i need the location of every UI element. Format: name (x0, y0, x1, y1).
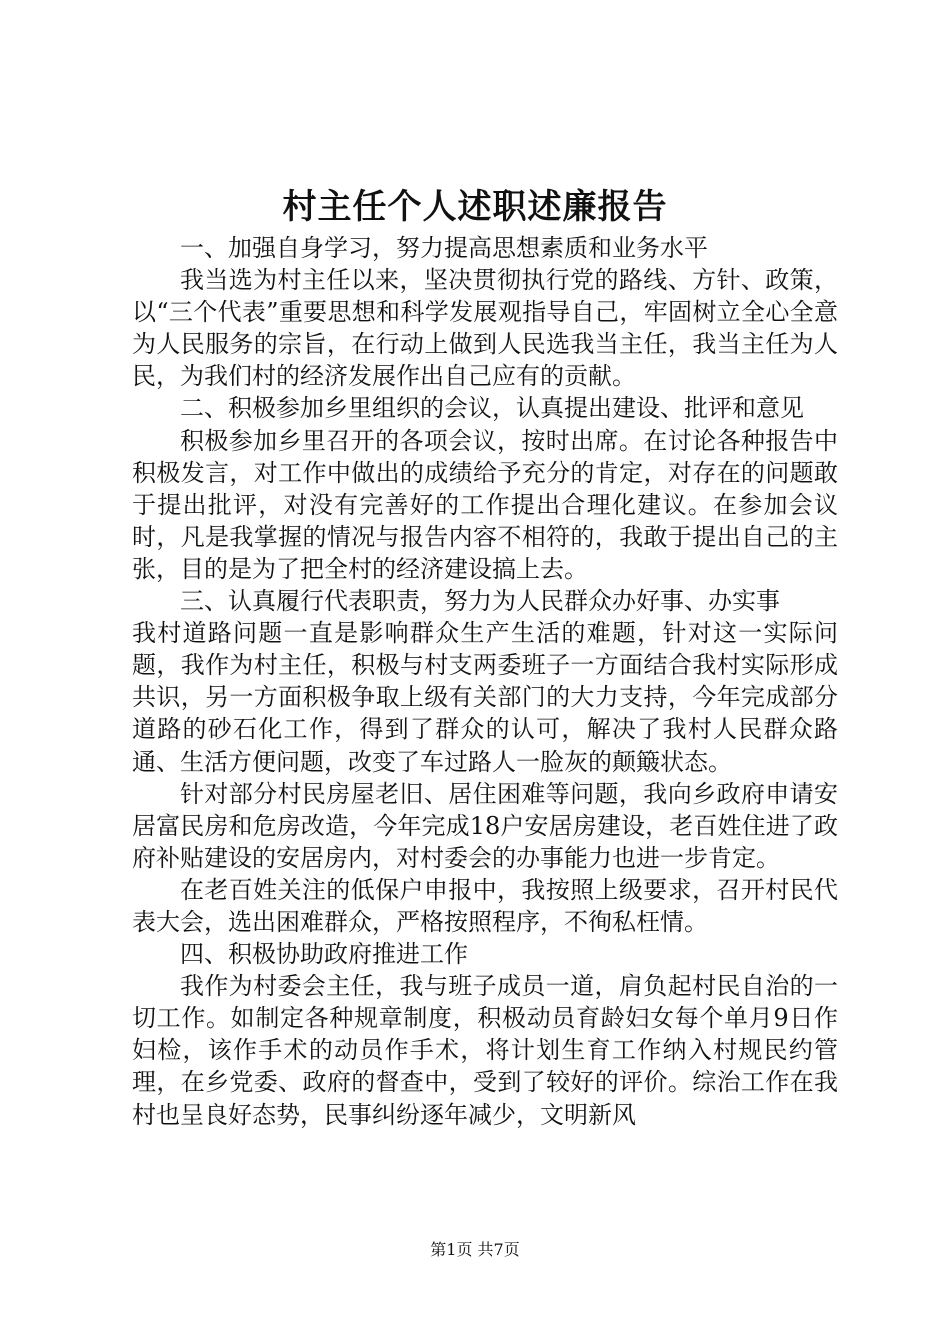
section-heading-3: 三、认真履行代表职责，努力为人民群众办好事、办实事 (180, 587, 780, 616)
section-heading-1: 一、加强自身学习，努力提高思想素质和业务水平 (180, 234, 708, 262)
document-body (132, 232, 838, 1131)
section-heading-4: 四、积极协助政府推进工作 (180, 940, 468, 969)
body-paragraph: 我当选为村主任以来，坚决贯彻执行党的路线、方针、政策，以“三个代表”重要思想和科学发展观指导自己，牢固树立全心全意为人民服务的宗旨，在行动上做到人民选我当主任，我当主任为人民，为我们村的经济发展作出自己应有的贡献。 (132, 266, 838, 391)
body-paragraph: 我作为村委会主任，我与班子成员一道，肩负起村民自治的一切工作。如制定各种规章制度，积极动员育龄妇女每个单月9日作妇检，该作手术的动员作手术，将计划生育工作纳入村规民约管理，在乡党委、政府的督查中，受到了较好的评价。综治工作在我村也呈良好态势，民事纠纷逐年减少，文明新风 (132, 972, 838, 1129)
body-paragraph: 在老百姓关注的低保户申报中，我按照上级要求，召开村民代表大会，选出困难群众，严格按照程序，不徇私枉情。 (132, 875, 838, 936)
body-paragraph: 针对部分村民房屋老旧、居住困难等问题，我向乡政府申请安居富民房和危房改造，今年完成18户安居房建设，老百姓住进了政府补贴建设的安居房内，对村委会的办事能力也进一步肯定。 (132, 779, 838, 872)
page-footer: 第1页 共7页 (430, 1240, 520, 1259)
body-paragraph: 我村道路问题一直是影响群众生产生活的难题，针对这一实际问题，我作为村主任，积极与村支两委班子一方面结合我村实际形成共识，另一方面积极争取上级有关部门的大力支持，今年完成部分道路的砂石化工作，得到了群众的认可，解决了我村人民群众路通、生活方便问题，改变了车过路人一脸灰的颠簸状态。 (132, 619, 838, 776)
section-heading-2: 二、积极参加乡里组织的会议，认真提出建设、批评和意见 (180, 394, 804, 423)
document-title: 村主任个人述职述廉报告 (282, 187, 668, 227)
body-paragraph: 积极参加乡里召开的各项会议，按时出席。在讨论各种报告中积极发言，对工作中做出的成绩给予充分的肯定，对存在的问题敢于提出批评，对没有完善好的工作提出合理化建议。在参加会议时，凡是我掌握的情况与报告内容不相符的，我敢于提出自己的主张，目的是为了把全村的经济建设搞上去。 (132, 426, 838, 583)
